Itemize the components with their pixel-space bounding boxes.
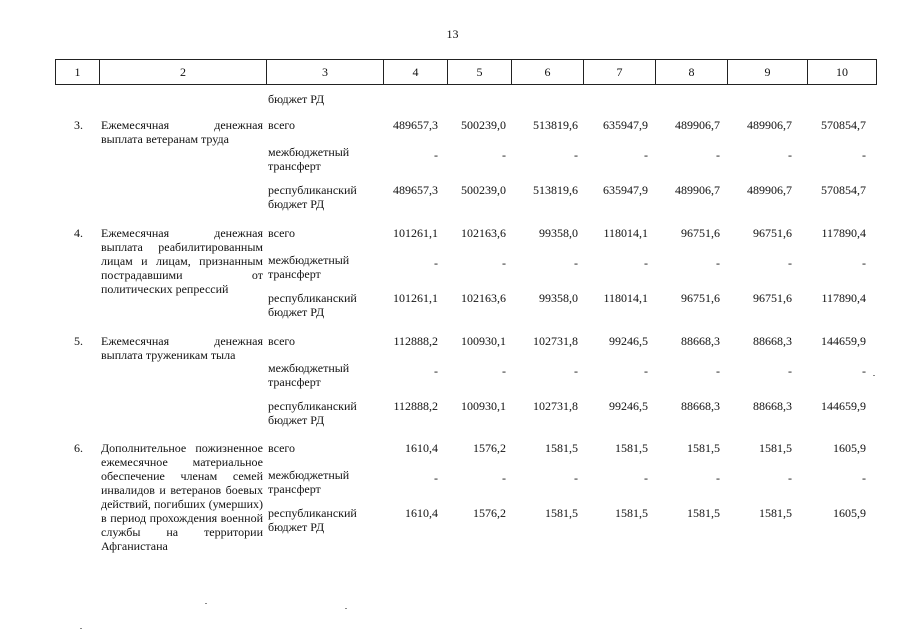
value-dash-cell: - (716, 148, 720, 162)
value-cell: 100930,1 (461, 334, 506, 348)
header-cell-9: 9 (727, 60, 807, 84)
funding-source-label: республиканский бюджет РД (268, 506, 357, 534)
value-dash-cell: - (862, 364, 866, 378)
value-cell: 513819,6 (533, 183, 578, 197)
value-dash-cell: - (574, 364, 578, 378)
row-description: Ежемесячная денежная выплата труженикам тыла (101, 334, 263, 362)
value-cell: 1605,9 (833, 441, 866, 455)
value-cell: 489906,7 (675, 183, 720, 197)
value-cell: 112888,2 (393, 334, 438, 348)
value-cell: 513819,6 (533, 118, 578, 132)
value-dash-cell: - (574, 471, 578, 485)
value-dash-cell: - (644, 364, 648, 378)
value-cell: 118014,1 (603, 226, 648, 240)
header-cell-5: 5 (447, 60, 511, 84)
scan-speck (873, 375, 875, 376)
value-cell: 88668,3 (753, 334, 792, 348)
value-cell: 1581,5 (545, 441, 578, 455)
scan-speck (80, 628, 82, 629)
row-number: 4. (74, 226, 83, 240)
header-cell-2: 2 (99, 60, 266, 84)
value-dash-cell: - (788, 471, 792, 485)
value-cell: 100930,1 (461, 399, 506, 413)
value-dash-cell: - (716, 471, 720, 485)
value-cell: 489906,7 (747, 183, 792, 197)
funding-source-label: всего (268, 118, 296, 132)
value-cell: 96751,6 (681, 291, 720, 305)
value-dash-cell: - (502, 148, 506, 162)
header-cell-8: 8 (655, 60, 727, 84)
value-dash-cell: - (644, 471, 648, 485)
value-dash-cell: - (862, 471, 866, 485)
value-cell: 500239,0 (461, 118, 506, 132)
row-number: 6. (74, 441, 83, 455)
value-cell: 500239,0 (461, 183, 506, 197)
header-cell-4: 4 (383, 60, 447, 84)
funding-source-label: всего (268, 441, 296, 455)
row-description: Дополнительное пожизненное ежемесячное материальное обеспечение членам семей инвалидов и ветеранов боевых действий, погибших (умерших) в период прохождения военной службы на территории Афганистана (101, 441, 263, 553)
value-cell: 112888,2 (393, 399, 438, 413)
value-cell: 117890,4 (821, 291, 866, 305)
value-cell: 102163,6 (461, 226, 506, 240)
value-dash-cell: - (502, 471, 506, 485)
value-cell: 1581,5 (759, 506, 792, 520)
value-dash-cell: - (716, 256, 720, 270)
funding-source-label: республиканский бюджет РД (268, 291, 357, 319)
value-dash-cell: - (644, 148, 648, 162)
value-cell: 117890,4 (821, 226, 866, 240)
header-cell-1: 1 (55, 60, 99, 84)
value-dash-cell: - (574, 256, 578, 270)
page-number: 13 (446, 27, 459, 41)
value-cell: 1581,5 (687, 441, 720, 455)
value-cell: 1610,4 (405, 506, 438, 520)
funding-source-label: межбюджетный трансферт (268, 145, 350, 173)
value-cell: 1581,5 (545, 506, 578, 520)
table-header-row (55, 59, 877, 85)
value-dash-cell: - (788, 148, 792, 162)
funding-source-label: республиканский бюджет РД (268, 183, 357, 211)
value-cell: 102163,6 (461, 291, 506, 305)
value-cell: 88668,3 (681, 399, 720, 413)
value-cell: 102731,8 (533, 399, 578, 413)
value-cell: 101261,1 (393, 291, 438, 305)
value-cell: 635947,9 (603, 183, 648, 197)
header-cell-3: 3 (266, 60, 383, 84)
value-cell: 1576,2 (473, 506, 506, 520)
value-cell: 489657,3 (393, 183, 438, 197)
value-dash-cell: - (644, 256, 648, 270)
scan-speck (345, 608, 347, 609)
value-cell: 144659,9 (821, 399, 866, 413)
value-cell: 99246,5 (609, 399, 648, 413)
value-cell: 1581,5 (759, 441, 792, 455)
funding-source-label: межбюджетный трансферт (268, 361, 350, 389)
row-number: 5. (74, 334, 83, 348)
funding-source-label: всего (268, 226, 296, 240)
value-dash-cell: - (574, 148, 578, 162)
value-cell: 635947,9 (603, 118, 648, 132)
value-cell: 96751,6 (753, 291, 792, 305)
value-cell: 570854,7 (821, 118, 866, 132)
value-cell: 88668,3 (681, 334, 720, 348)
row-description: Ежемесячная денежная выплата реабилитированным лицам и лицам, признанным пострадавшими от политических репрессий (101, 226, 263, 296)
funding-source-label: межбюджетный трансферт (268, 253, 350, 281)
row-number: 3. (74, 118, 83, 132)
value-cell: 1581,5 (687, 506, 720, 520)
funding-source-label: всего (268, 334, 296, 348)
value-cell: 99358,0 (539, 226, 578, 240)
value-cell: 1581,5 (615, 441, 648, 455)
value-cell: 118014,1 (603, 291, 648, 305)
value-cell: 101261,1 (393, 226, 438, 240)
row-description: Ежемесячная денежная выплата ветеранам труда (101, 118, 263, 146)
funding-source-label: межбюджетный трансферт (268, 468, 350, 496)
header-cell-10: 10 (807, 60, 877, 84)
header-cell-6: 6 (511, 60, 583, 84)
value-cell: 102731,8 (533, 334, 578, 348)
header-cell-7: 7 (583, 60, 655, 84)
value-cell: 96751,6 (753, 226, 792, 240)
value-dash-cell: - (434, 364, 438, 378)
funding-source-label: республиканский бюджет РД (268, 399, 357, 427)
value-dash-cell: - (434, 471, 438, 485)
value-dash-cell: - (502, 256, 506, 270)
value-dash-cell: - (434, 256, 438, 270)
value-dash-cell: - (788, 364, 792, 378)
scan-speck (205, 603, 207, 604)
value-cell: 88668,3 (753, 399, 792, 413)
value-dash-cell: - (862, 256, 866, 270)
value-cell: 96751,6 (681, 226, 720, 240)
value-dash-cell: - (862, 148, 866, 162)
value-cell: 1576,2 (473, 441, 506, 455)
value-cell: 144659,9 (821, 334, 866, 348)
value-dash-cell: - (502, 364, 506, 378)
value-cell: 99358,0 (539, 291, 578, 305)
value-cell: 570854,7 (821, 183, 866, 197)
value-dash-cell: - (716, 364, 720, 378)
value-cell: 1581,5 (615, 506, 648, 520)
value-cell: 1605,9 (833, 506, 866, 520)
value-cell: 489906,7 (675, 118, 720, 132)
value-cell: 1610,4 (405, 441, 438, 455)
value-cell: 99246,5 (609, 334, 648, 348)
value-dash-cell: - (434, 148, 438, 162)
value-dash-cell: - (788, 256, 792, 270)
continued-source-label: бюджет РД (268, 92, 325, 106)
value-cell: 489657,3 (393, 118, 438, 132)
value-cell: 489906,7 (747, 118, 792, 132)
